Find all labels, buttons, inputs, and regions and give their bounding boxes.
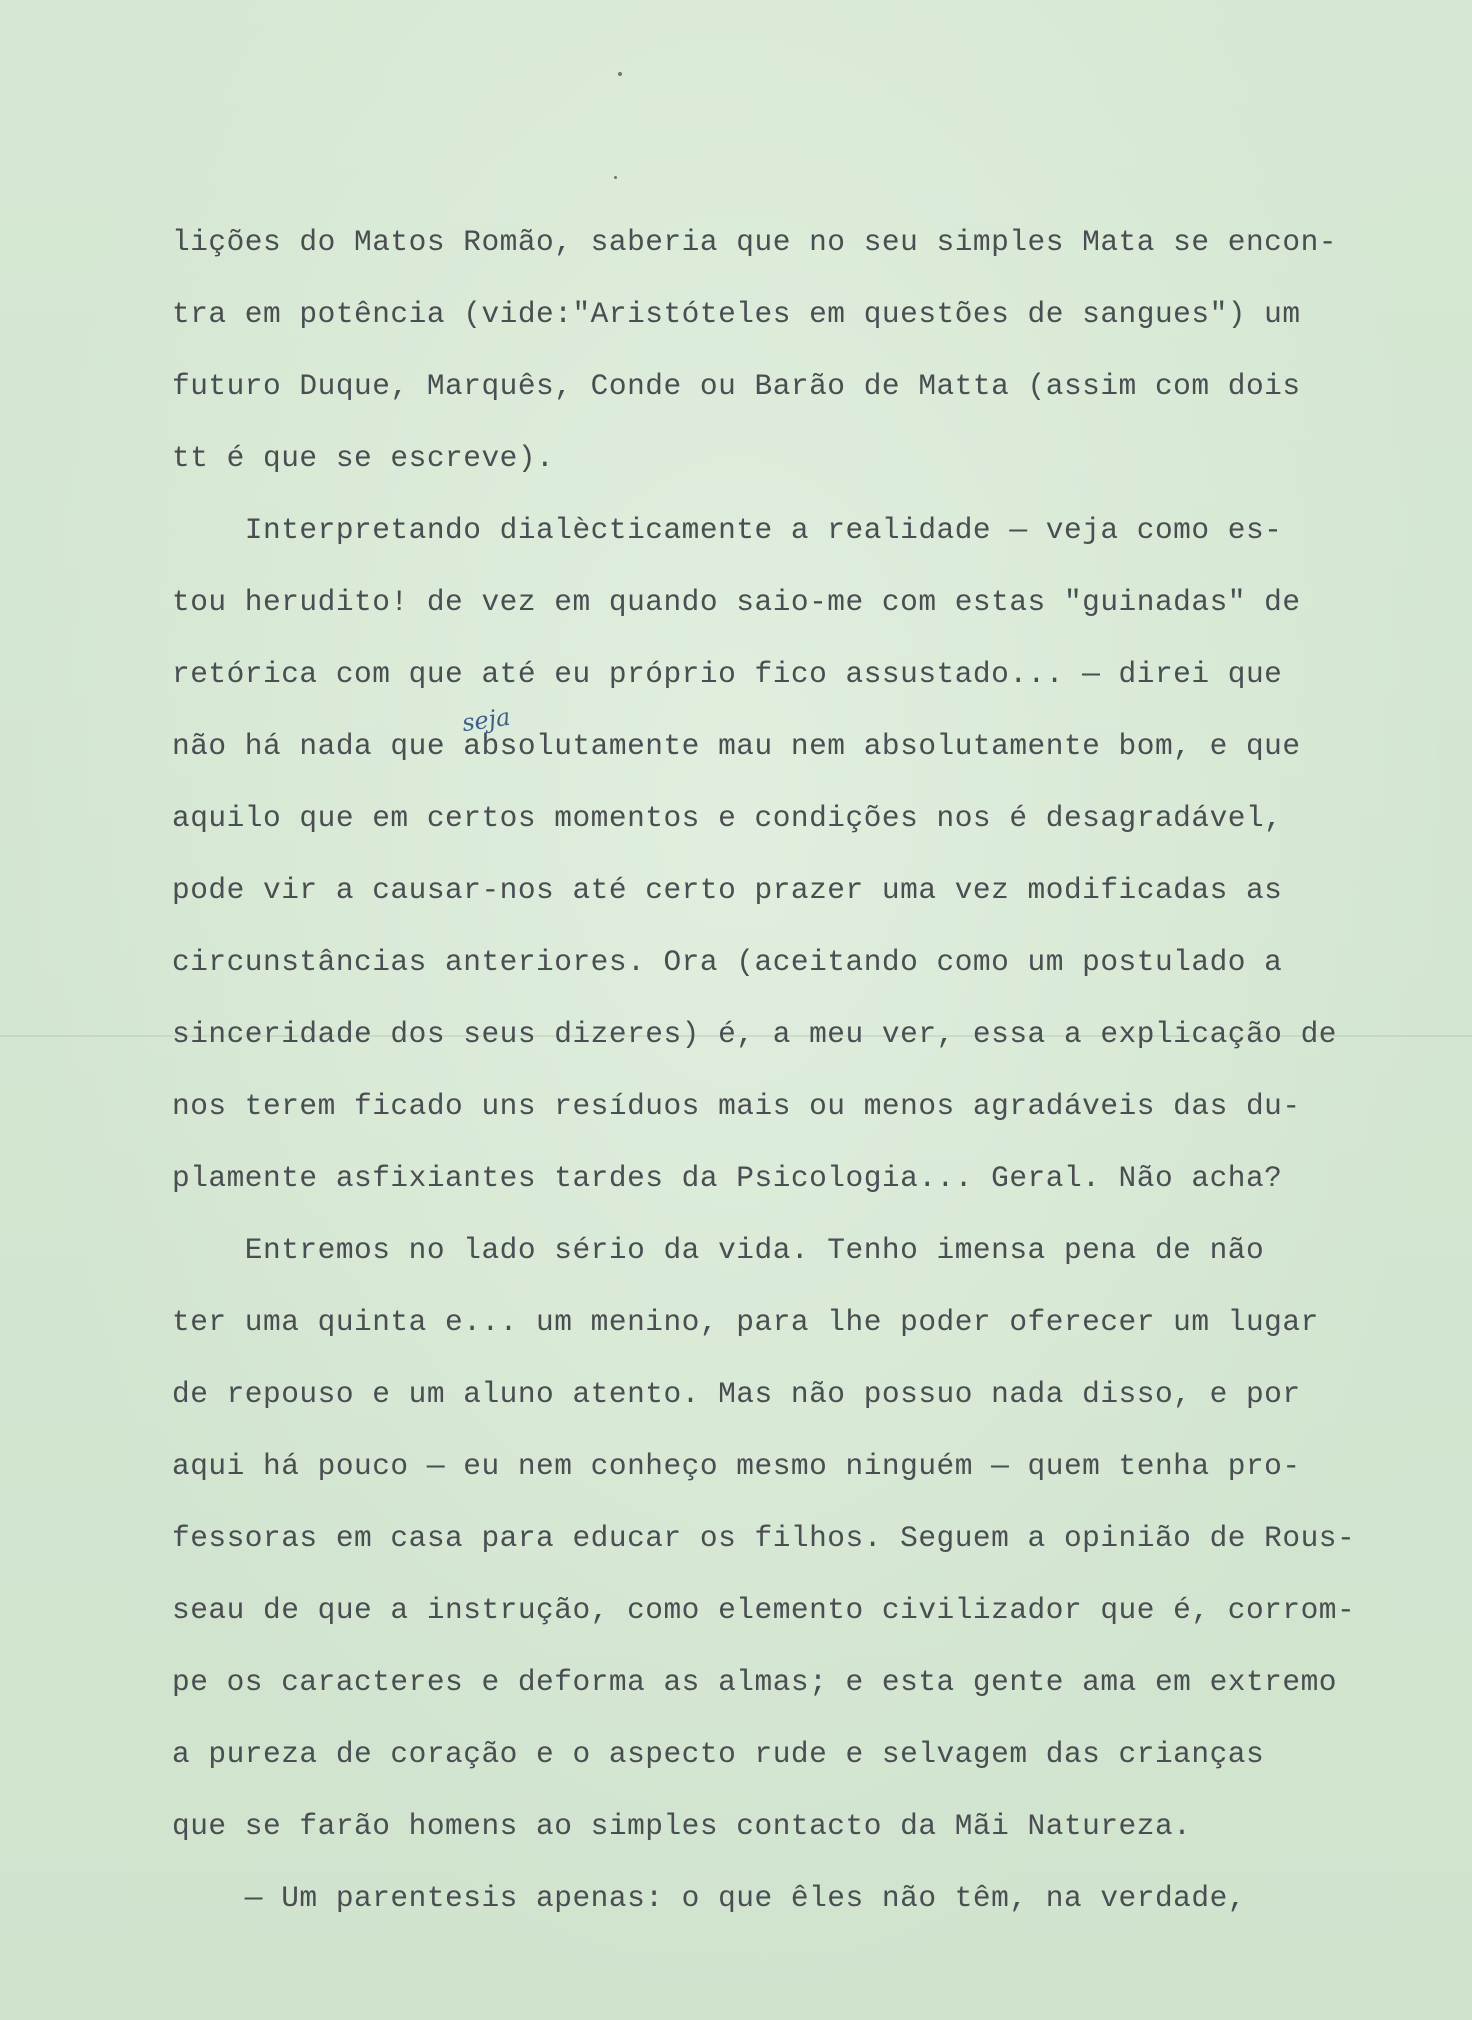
text-line: retórica com que até eu próprio fico assustado... — direi que	[172, 657, 1283, 691]
text-line: seau de que a instrução, como elemento civilizador que é, corrom-	[172, 1593, 1356, 1627]
text-line: pode vir a causar-nos até certo prazer uma vez modificadas as	[172, 873, 1283, 907]
text-line: Interpretando dialècticamente a realidade — veja como es-	[172, 513, 1283, 547]
handwritten-correction: seja	[460, 702, 512, 738]
text-line: — Um parentesis apenas: o que êles não têm, na verdade,	[172, 1881, 1246, 1915]
text-line: sinceridade dos seus dizeres) é, a meu ver, essa a explicação de	[172, 1017, 1337, 1051]
text-line: que se farão homens ao simples contacto da Mãi Natureza.	[172, 1809, 1192, 1843]
text-line: de repouso e um aluno atento. Mas não possuo nada disso, e por	[172, 1377, 1301, 1411]
text-line: Entremos no lado sério da vida. Tenho imensa pena de não	[172, 1233, 1265, 1267]
paper-speck	[618, 72, 622, 76]
text-line: pe os caracteres e deforma as almas; e esta gente ama em extremo	[172, 1665, 1337, 1699]
text-line: plamente asfixiantes tardes da Psicologia... Geral. Não acha?	[172, 1161, 1283, 1195]
text-line: nos terem ficado uns resíduos mais ou menos agradáveis das du-	[172, 1089, 1301, 1123]
text-line: ter uma quinta e... um menino, para lhe poder oferecer um lugar	[172, 1305, 1319, 1339]
text-line: não há nada que absolutamente mau nem absolutamente bom, e que	[172, 729, 1301, 763]
text-line: futuro Duque, Marquês, Conde ou Barão de Matta (assim com dois	[172, 369, 1301, 403]
text-line: aqui há pouco — eu nem conheço mesmo ninguém — quem tenha pro-	[172, 1449, 1301, 1483]
text-line: tou herudito! de vez em quando saio-me com estas "guinadas" de	[172, 585, 1301, 619]
text-line: circunstâncias anteriores. Ora (aceitando como um postulado a	[172, 945, 1283, 979]
letter-body	[172, 222, 1432, 1950]
text-line: aquilo que em certos momentos e condições nos é desagradável,	[172, 801, 1283, 835]
text-line: tt é que se escreve).	[172, 441, 555, 475]
text-line: lições do Matos Romão, saberia que no seu simples Mata se encon-	[172, 225, 1337, 259]
paper-speck	[614, 176, 617, 179]
text-line: a pureza de coração e o aspecto rude e selvagem das crianças	[172, 1737, 1265, 1771]
text-line: fessoras em casa para educar os filhos. Seguem a opinião de Rous-	[172, 1521, 1356, 1555]
text-line: tra em potência (vide:"Aristóteles em questões de sangues") um	[172, 297, 1301, 331]
